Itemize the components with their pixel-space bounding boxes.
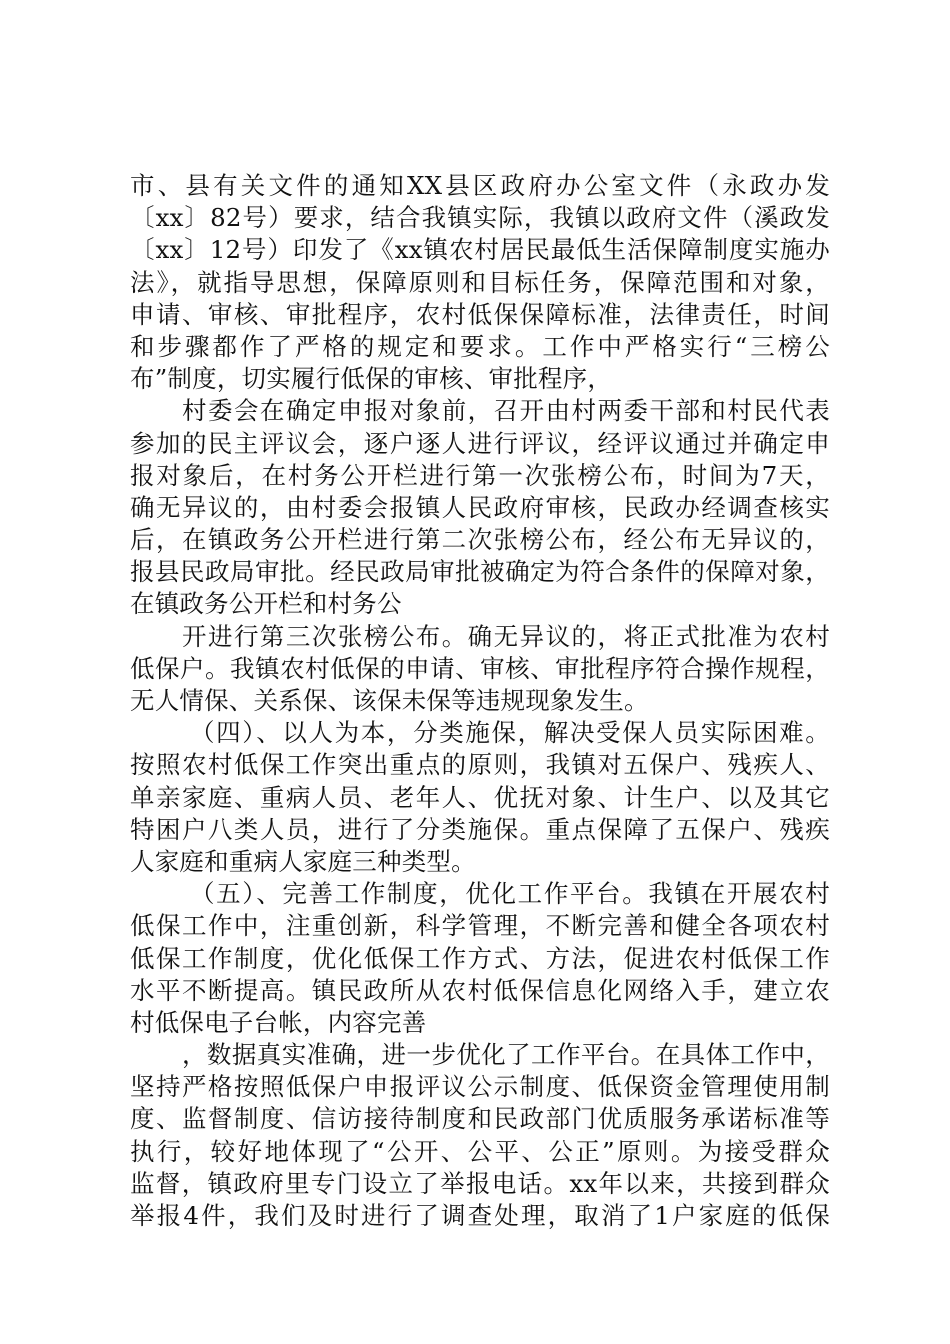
text-line: 村低保电子台帐，内容完善	[130, 1007, 427, 1037]
text-line: （五）、完善工作制度，优化工作平台。我镇在开展农村	[190, 879, 830, 909]
text-line: 后，在镇政务公开栏进行第二次张榜公布，经公布无异议的，	[130, 525, 830, 555]
text-line: 执行，较好地体现了“公开、公平、公正”原则。为接受群众	[130, 1136, 830, 1166]
text-line: ，数据真实准确，进一步优化了工作平台。在具体工作中，	[182, 1040, 830, 1070]
text-line: 村委会在确定申报对象前，召开由村两委干部和村民代表	[182, 396, 830, 426]
text-line: 〔xx〕82号）要求，结合我镇实际，我镇以政府文件（溪政发	[130, 203, 830, 233]
text-line: 监督，镇政府里专门设立了举报电话。xx年以来，共接到群众	[130, 1168, 830, 1198]
text-line: 低保工作制度，优化低保工作方式、方法，促进农村低保工作	[130, 943, 830, 973]
text-line: 法》，就指导思想，保障原则和目标任务，保障范围和对象，	[130, 267, 830, 297]
text-line: 市、县有关文件的通知XX县区政府办公室文件（永政办发	[130, 171, 830, 200]
text-line: 举报4件，我们及时进行了调查处理，取消了1户家庭的低保	[130, 1201, 830, 1230]
text-line: 和步骤都作了严格的规定和要求。工作中严格实行“三榜公	[130, 331, 830, 361]
text-line: 特困户八类人员，进行了分类施保。重点保障了五保户、残疾	[130, 814, 830, 844]
text-line: 低保工作中，注重创新，科学管理，不断完善和健全各项农村	[130, 911, 830, 941]
text-line: 水平不断提高。镇民政所从农村低保信息化网络入手，建立农	[130, 975, 830, 1005]
text-line: 单亲家庭、重病人员、老年人、优抚对象、计生户、以及其它	[130, 782, 830, 812]
text-line: 人家庭和重病人家庭三种类型。	[130, 846, 476, 876]
text-line: 无人情保、关系保、该保未保等违规现象发生。	[130, 686, 649, 715]
text-line: 参加的民主评议会，逐户逐人进行评议，经评议通过并确定申	[130, 428, 830, 458]
text-line: 度、监督制度、信访接待制度和民政部门优质服务承诺标准等	[130, 1104, 830, 1134]
text-line: 低保户。我镇农村低保的申请、审核、审批程序符合操作规程，	[130, 653, 830, 683]
text-line: 在镇政务公开栏和村务公	[130, 589, 402, 619]
text-line: 坚持严格按照低保户申报评议公示制度、低保资金管理使用制	[130, 1072, 830, 1102]
text-line: 报对象后，在村务公开栏进行第一次张榜公布，时间为7天，	[130, 460, 830, 490]
text-line: 按照农村低保工作突出重点的原则，我镇对五保户、残疾人、	[130, 750, 830, 780]
text-line: 确无异议的，由村委会报镇人民政府审核，民政办经调查核实	[130, 492, 830, 522]
text-line: 申请、审核、审批程序，农村低保保障标准，法律责任，时间	[130, 299, 830, 329]
text-line: 〔xx〕12号）印发了《xx镇农村居民最低生活保障制度实施办	[130, 235, 830, 265]
document-body	[130, 170, 830, 1232]
text-line: 报县民政局审批。经民政局审批被确定为符合条件的保障对象，	[130, 557, 830, 587]
text-line: 开进行第三次张榜公布。确无异议的，将正式批准为农村	[182, 621, 830, 651]
text-line: 布”制度，切实履行低保的审核、审批程序，	[130, 364, 613, 394]
text-line: （四）、以人为本，分类施保，解决受保人员实际困难。	[190, 718, 830, 748]
